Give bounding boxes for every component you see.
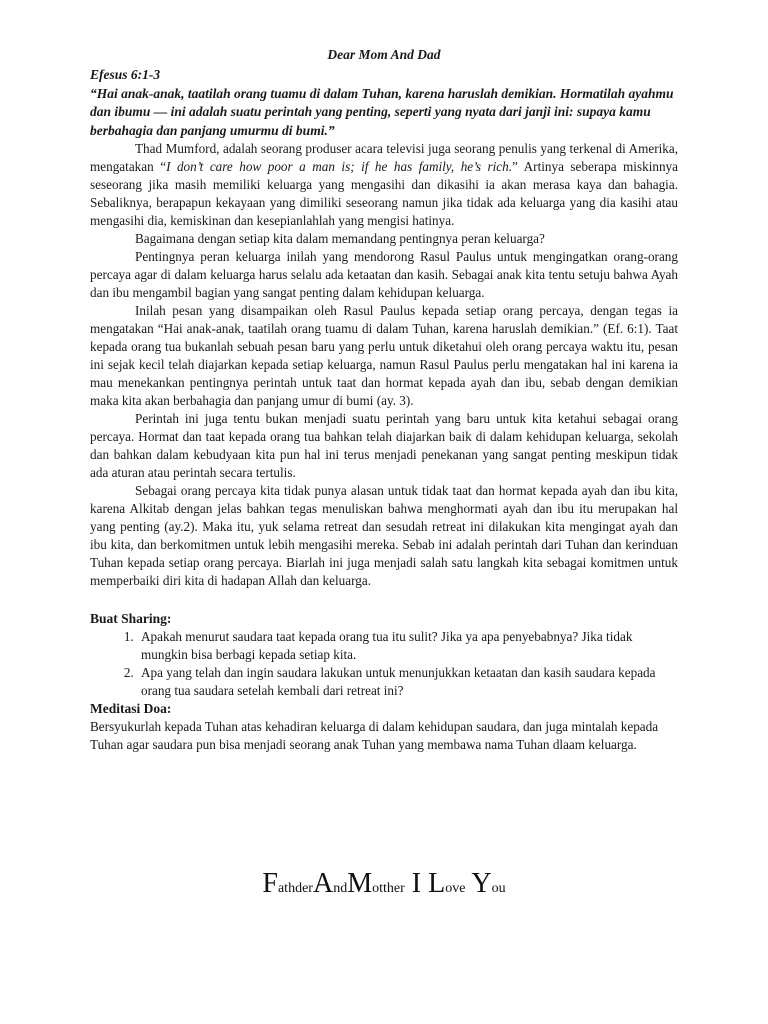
paragraph-2: Bagaimana dengan setiap kita dalam memandang pentingnya peran keluarga? <box>135 231 545 246</box>
closing-signature <box>0 868 768 900</box>
signature-initial: M <box>347 868 373 899</box>
prayer-text: Bersyukurlah kepada Tuhan atas kehadiran keluarga di dalam kehidupan saudara, dan juga mintalah kepada Tuhan agar saudara pun bisa menjadi seorang anak Tuhan yang membawa nama Tuhan dlaam keluarga. <box>90 719 659 752</box>
paragraph-3: Pentingnya peran keluarga inilah yang mendorong Rasul Paulus untuk mengingatkan orang-orang percaya agar di dalam keluarga harus selalu ada ketaatan dan kasih. Sebagai anak kita tentu setuju bahwa Ayah dan ibu mengambil bagian yang sangat penting dalam kehidupan keluarga. <box>90 249 678 300</box>
signature-initial: Y <box>465 868 492 899</box>
paragraph-4: Inilah pesan yang disampaikan oleh Rasul Paulus kepada setiap orang percaya, dengan tegas ia mengatakan “Hai anak-anak, taatilah orang tuamu di dalam Tuhan, karena haruslah demikian.” (Ef. 6:1). Taat kepada orang tua bukanlah sebuah pesan baru yang perlu untuk diketahui oleh orang percaya waktu itu, pesan ini sejak kecil telah diajarkan kepada setiap keluarga, namun Rasul Paulus perlu mengatakan hal ini karena ia mau menekankan pentingnya perintah untuk taat dan hormat kepada ayah dan ibu, sebab dengan demikian maka kita akan berbahagia dan panjang umur di bumi (ay. 3). <box>90 303 678 408</box>
sharing-heading: Buat Sharing: <box>90 611 172 626</box>
paragraph-1-intro: Thad Mumford, adalah seorang produser acara televisi juga seorang penulis yang terkenal di Amerika, mengatakan “ <box>90 141 678 174</box>
signature-rest: otther <box>372 881 405 896</box>
signature-initial: I <box>404 868 429 899</box>
paragraph-1 <box>90 140 678 230</box>
prayer-heading: Meditasi Doa: <box>90 701 172 716</box>
paragraph-1-rest: ” Artinya seberapa miskinnya seseorang jika masih memiliki keluarga yang mengasihi dan dikasihi ia akan merasa kaya dan bahagia. Sebaliknya, berapapun kekayaan yang dimiliki seseorang namun jika tidak ada keluarga yang dia kasihi atau mengasihi dia, kemiskinan dan kesepianlahlah yang mengisi hatinya. <box>90 159 678 228</box>
signature-rest: athder <box>277 881 313 896</box>
question-item: 1. Apakah menurut saudara taat kepada orang tua itu sulit? Jika ya apa penyebabnya? Jika tidak mungkin bisa berbagi kepada setiap kita. <box>137 628 678 664</box>
signature-initial: A <box>312 868 334 899</box>
body-text <box>90 140 678 590</box>
verse-reference: Efesus 6:1-3 <box>90 67 161 82</box>
verse-text: “Hai anak-anak, taatilah orang tuamu di dalam Tuhan, karena haruslah demikian. Hormatilah ayahmu dan ibumu — ini adalah suatu perintah yang penting, seperti yang nyata dari janji ini: supaya kamu berbahagia dan panjang umurmu di bumi.” <box>90 85 674 138</box>
signature-rest: ou <box>491 881 506 896</box>
question-item: 2. Apa yang telah dan ingin saudara lakukan untuk menunjukkan ketaatan dan kasih saudara kepada orang tua saudara setelah kembali dari retreat ini? <box>137 664 678 700</box>
section-gap <box>90 590 678 610</box>
document-content <box>90 46 678 754</box>
paragraph-5: Perintah ini juga tentu bukan menjadi suatu perintah yang baru untuk kita ketahui sebagai orang percaya. Hormat dan taat kepada orang tua bahkan telah diajarkan baik di dalam kehidupan keluarga, sekolah dan bahkan dalam kebudyaan kita pun hal ini terus menjadi penekanan yang sangat penting meskipun tidak ada aturan atau perintah secara tertulis. <box>90 411 678 480</box>
document-title: Dear Mom And Dad <box>327 47 441 62</box>
paragraph-6: Sebagai orang percaya kita tidak punya alasan untuk tidak taat dan hormat kepada ayah dan ibu kita, karena Alkitab dengan jelas bahkan tegas menuliskan bahwa menghormati ayah dan ibu itu merupakan hal yang penting (ay.2). Maka itu, yuk selama retreat dan sesudah retreat ini dilakukan kita mengingat ayah dan ibu kita, dan berkomitmen untuk lebih mengasihi mereka. Sebab ini adalah perintah dari Tuhan dan kerinduan Tuhan kepada setiap orang percaya. Biarlah ini juga menjadi salah satu langkah kita sebagai komitmen untuk memperbaiki diri kita di hadapan Allah dan keluarga. <box>90 483 678 588</box>
signature-initial: L <box>428 868 446 899</box>
paragraph-1-quote: I don’t care how poor a man is; if he has family, he’s rich. <box>166 159 513 174</box>
signature-initial: F <box>262 868 278 899</box>
signature-rest: nd <box>333 881 348 896</box>
sharing-questions <box>90 628 678 700</box>
signature-rest: ove <box>445 881 466 896</box>
